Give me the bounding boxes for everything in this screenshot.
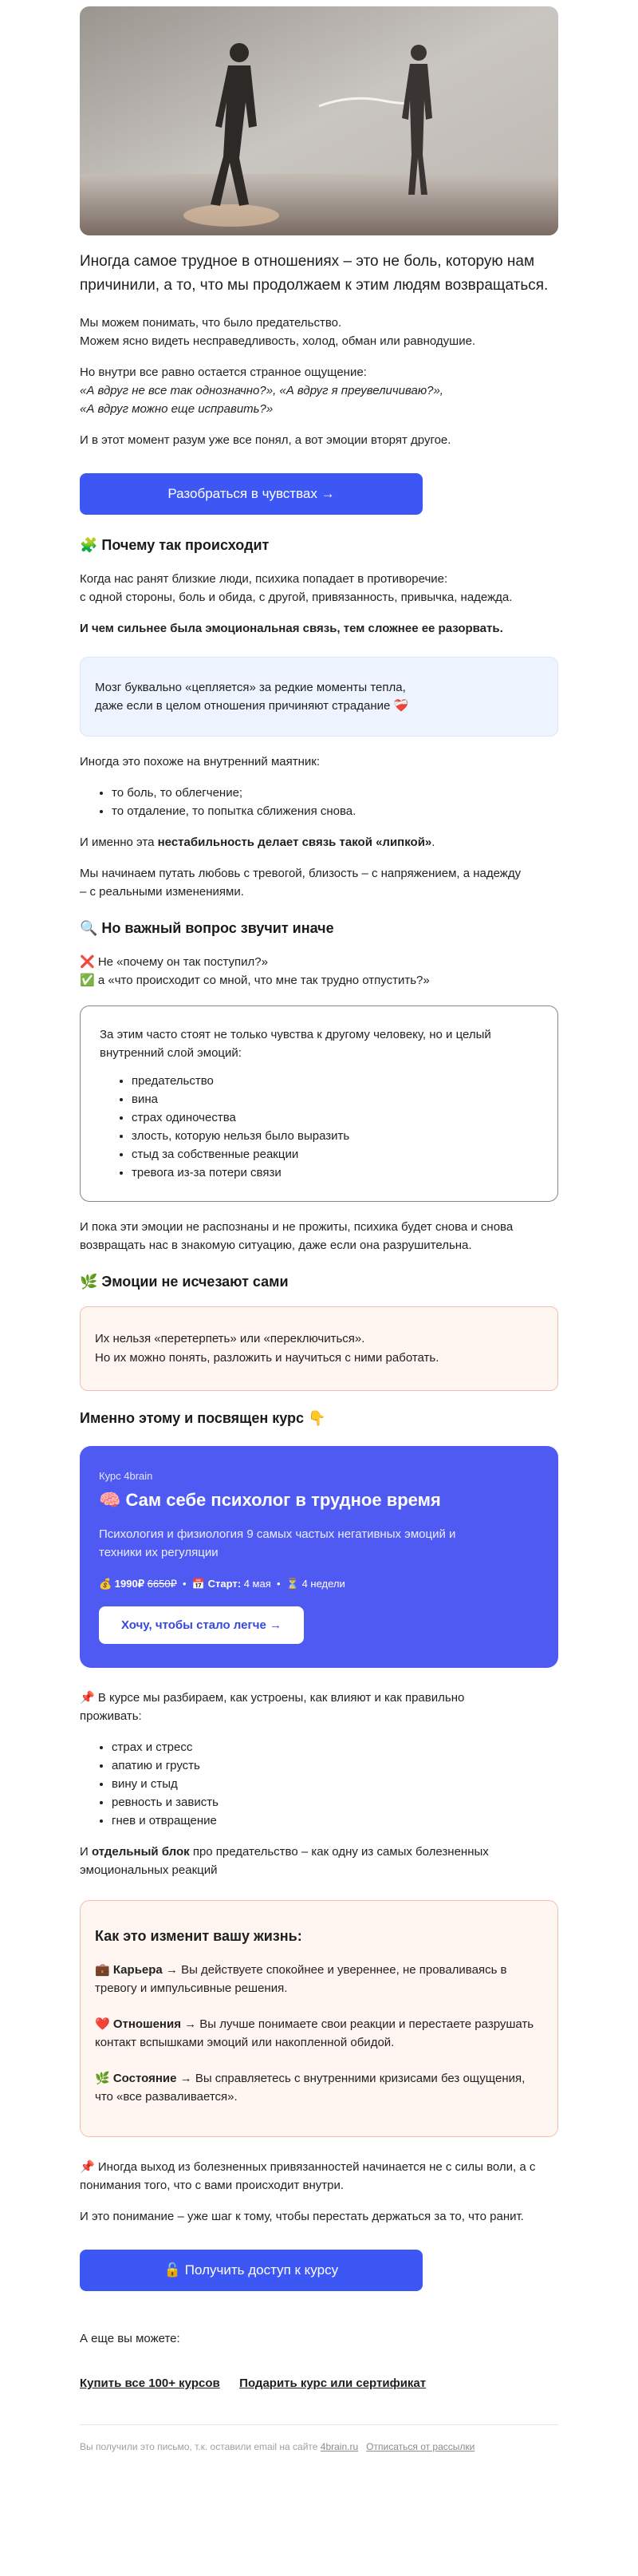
gift-course-link[interactable]: Подарить курс или сертификат	[239, 2376, 427, 2390]
pendulum-list	[80, 784, 558, 820]
paragraph: Иногда это похоже на внутренний маятник:	[80, 755, 320, 768]
benefit-text: → Вы действуете спокойнее и увереннее, не проваливаясь в тревогу и импульсивные решения.	[95, 1963, 507, 1995]
paragraph	[80, 570, 558, 606]
benefit-item	[95, 2069, 543, 2106]
bold-text: нестабильность делает связь такой «липкой»	[157, 836, 432, 849]
paragraph: И в этот момент разум уже все понял, а вот эмоции вторят другое.	[80, 433, 451, 447]
list-item: • то отдаление, то попытка сближения снова.	[112, 802, 558, 820]
hero-image	[80, 6, 558, 235]
text-line: с одной стороны, боль и обида, с другой, привязанность, привычка, надежда.	[80, 591, 513, 604]
list-item: • вину и стыд	[112, 1775, 558, 1793]
callout-blue	[80, 657, 558, 737]
text-line: Мы можем понимать, что было предательство.	[80, 316, 342, 330]
benefit-item	[95, 2015, 543, 2052]
text-line: Можем ясно видеть несправедливость, холод, обман или равнодушие.	[80, 334, 476, 348]
footer	[80, 2424, 558, 2452]
callout-peach	[80, 1306, 558, 1391]
quote-line: «А вдруг можно еще исправить?»	[80, 402, 274, 416]
course-description: Психология и физиология 9 самых частых негативных эмоций и техники их регуляции	[99, 1527, 456, 1559]
lead-text: Иногда самое трудное в отношениях – это не боль, которую нам причинили, а то, что мы продолжаем к этим людям возвращаться.	[80, 253, 549, 294]
paragraph	[80, 953, 558, 990]
benefit-text: → Вы лучше понимаете свои реакции и перестаете разрушать контакт вспышками эмоций или накопленной обидой.	[95, 2017, 534, 2049]
quote-line: «А вдруг не все так однозначно?», «А вдруг я преувеличиваю?»,	[80, 384, 443, 397]
section-heading: 🌿 Эмоции не исчезают сами	[80, 1274, 289, 1290]
paragraph: 📌 Иногда выход из болезненных привязанностей начинается не с силы воли, а с понимания того, что с вами происходит внутри.	[80, 2160, 536, 2192]
emotions-list	[100, 1072, 538, 1182]
text-line: За этим часто стоят не только чувства к другому человеку, но и целый	[100, 1028, 491, 1041]
course-start-date: 4 мая	[243, 1578, 271, 1590]
section-heading: 🧩 Почему так происходит	[80, 537, 270, 553]
benefit-label: 🌿 Состояние	[95, 2072, 177, 2085]
section-heading: 🔍 Но важный вопрос звучит иначе	[80, 920, 334, 936]
bold-text: И чем сильнее была эмоциональная связь, тем сложнее ее разорвать.	[80, 622, 503, 635]
text-fragment: про предательство – как одну из самых болезненных эмоциональных реакций	[80, 1845, 489, 1877]
text-line: Но их можно понять, разложить и научиться с ними работать.	[95, 1351, 439, 1365]
list-item: • вина	[132, 1090, 538, 1108]
text-fragment: И	[80, 1845, 92, 1859]
bold-text: отдельный блок	[91, 1845, 190, 1859]
unsubscribe-link[interactable]: Отписаться от рассылки	[366, 2441, 475, 2452]
paragraph	[80, 864, 558, 901]
benefit-item	[95, 1961, 543, 1997]
list-item: • страх и стресс	[112, 1738, 558, 1756]
section-heading: Именно этому и посвящен курс 👇	[80, 1410, 326, 1426]
extra-links	[80, 2376, 558, 2391]
text-line: Но внутри все равно остается странное ощущение:	[80, 365, 367, 379]
text-line: Когда нас ранят близкие люди, психика попадает в противоречие:	[80, 572, 448, 586]
benefit-label: ❤️ Отношения	[95, 2017, 181, 2031]
benefit-text: → Вы справляетесь с внутренними кризисами без ощущения, что «все разваливается».	[95, 2072, 526, 2104]
text-line: Их нельзя «перетерпеть» или «переключиться».	[95, 1332, 365, 1345]
list-item: • то боль, то облегчение;	[112, 784, 558, 802]
text-fragment: И именно эта	[80, 836, 158, 849]
list-item: • гнев и отвращение	[112, 1811, 558, 1830]
course-title: 🧠 Сам себе психолог в трудное время	[99, 1490, 441, 1510]
benefit-label: 💼 Карьера	[95, 1963, 163, 1977]
emotions-box	[80, 1006, 558, 1202]
feelings-button[interactable]: Разобраться в чувствах →	[80, 473, 423, 515]
paragraph	[80, 363, 558, 418]
text-line: – с реальными изменениями.	[80, 885, 244, 899]
paragraph: А еще вы можете:	[80, 2332, 180, 2345]
text-line: возвращать нас в знакомую ситуацию, даже если она разрушительна.	[80, 1239, 472, 1252]
paragraph	[80, 1218, 558, 1254]
list-item: • предательство	[132, 1072, 538, 1090]
paragraph: 📌 В курсе мы разбираем, как устроены, как влияют и как правильно проживать:	[80, 1691, 465, 1723]
list-item: • тревога из-за потери связи	[132, 1164, 538, 1182]
paragraph	[80, 314, 558, 350]
paragraph	[80, 833, 558, 851]
paragraph	[80, 619, 558, 638]
text-fragment: .	[431, 836, 435, 849]
course-topics-list	[80, 1738, 558, 1830]
site-link[interactable]: 4brain.ru	[320, 2441, 359, 2452]
list-item: • апатию и грусть	[112, 1756, 558, 1775]
benefits-box	[80, 1900, 558, 2137]
course-old-price: 6650₽	[147, 1578, 177, 1590]
paragraph	[100, 1025, 538, 1062]
list-item: • стыд за собственные реакции	[132, 1145, 538, 1164]
footer-text: Вы получили это письмо, т.к. оставили email на сайте	[80, 2441, 321, 2452]
text-line: ✅ а «что происходит со мной, что мне так трудно отпустить?»	[80, 974, 430, 987]
list-item: • злость, которую нельзя было выразить	[132, 1127, 538, 1145]
course-cta-button[interactable]: Хочу, чтобы стало легче →	[99, 1606, 304, 1644]
list-item: • ревность и зависть	[112, 1793, 558, 1811]
benefits-title: Как это изменит вашу жизнь:	[95, 1928, 302, 1944]
paragraph	[80, 1843, 558, 1879]
text-line: И пока эти эмоции не распознаны и не прожиты, психика будет снова и снова	[80, 1220, 514, 1234]
course-start-label: 📅 Старт:	[191, 1578, 242, 1590]
paragraph: И это понимание – уже шаг к тому, чтобы перестать держаться за то, что ранит.	[80, 2210, 524, 2223]
text-line: Мы начинаем путать любовь с тревогой, близость – с напряжением, а надежду	[80, 867, 522, 880]
course-price: 💰 1990₽	[99, 1578, 144, 1590]
course-kicker: Курс 4brain	[99, 1470, 153, 1482]
get-access-button[interactable]: 🔓 Получить доступ к курсу	[80, 2250, 423, 2291]
email-body	[80, 6, 558, 2452]
list-item: • страх одиночества	[132, 1108, 538, 1127]
course-card	[80, 1446, 558, 1668]
course-duration: ⏳ 4 недели	[286, 1578, 345, 1590]
buy-all-courses-link[interactable]: Купить все 100+ курсов	[80, 2376, 220, 2390]
text-line: Мозг буквально «цепляется» за редкие моменты тепла,	[95, 681, 406, 694]
text-line: ❌ Не «почему он так поступил?»	[80, 955, 268, 969]
text-line: даже если в целом отношения причиняют страдание ❤️‍🩹	[95, 699, 409, 713]
text-line: внутренний слой эмоций:	[100, 1046, 242, 1060]
course-meta: 💰 1990₽ 6650₽ • 📅 Старт: 4 мая • ⏳ 4 недели	[99, 1578, 345, 1590]
